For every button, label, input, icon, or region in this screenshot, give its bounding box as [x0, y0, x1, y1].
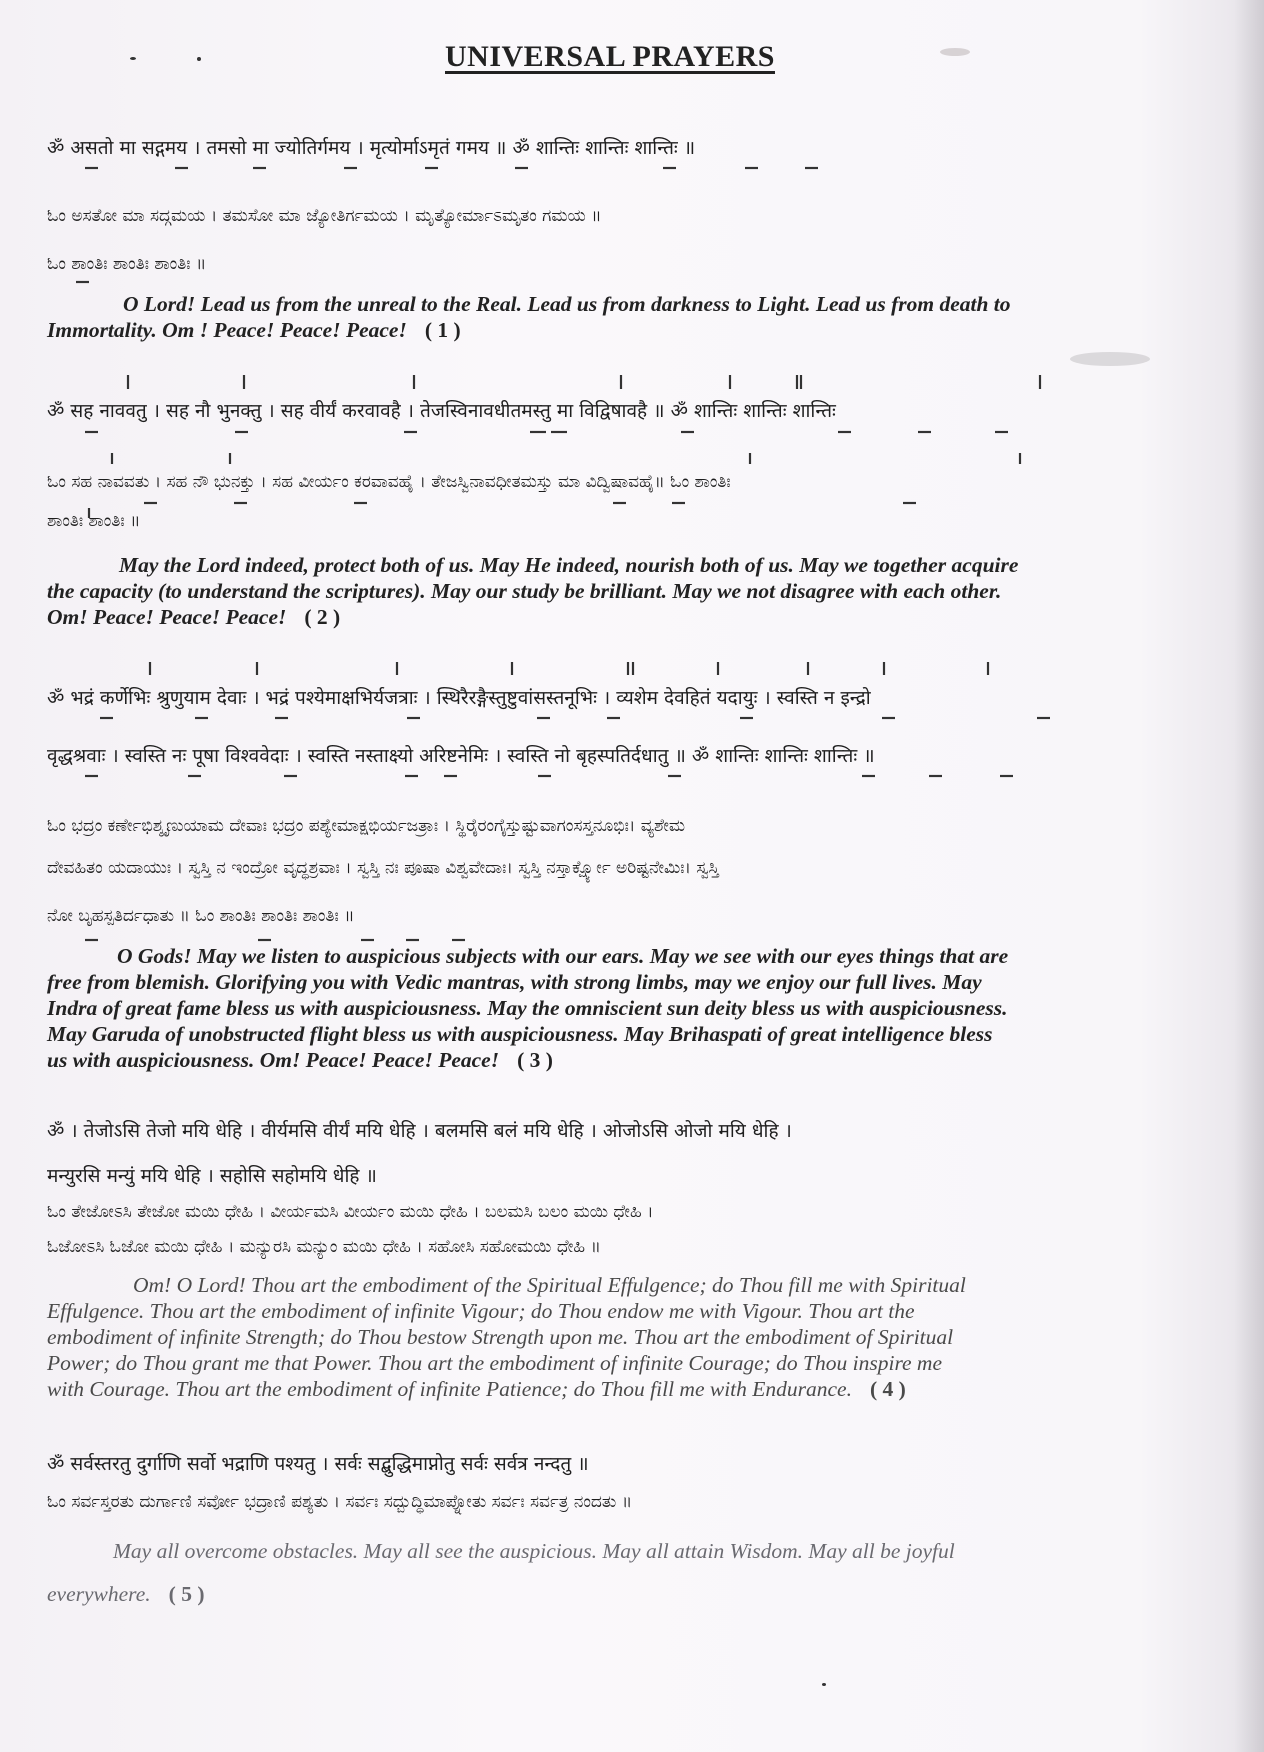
- prayer-number: ( 4 ): [869, 1377, 906, 1401]
- translation-line: us with auspiciousness. Om! Peace! Peace! Peace!: [47, 1048, 500, 1072]
- prayer-4-devanagari-line: ॐ । तेजोऽसि तेजो मयि धेहि । वीर्यमसि वीर्यं मयि धेहि । बलमसि बलं मयि धेहि । ओजोऽसि ओजो मयि धेहि ।: [47, 1120, 792, 1142]
- prayer-3-kannada-line: ದೇವಹಿತಂ ಯದಾಯುಃ । ಸ್ವಸ್ತಿ ನ ಇಂದ್ರೋ ವೃದ್ಧಶ್ರವಾಃ । ಸ್ವಸ್ತಿ ನಃ ಪೂಷಾ ವಿಶ್ವವೇದಾಃ। ಸ್ವಸ್ತಿ ನಸ್ತಾರ್ಕ್ಷ್ಯೋ ಅರಿಷ್ಟನೇಮಿಃ। ಸ್ವಸ್ತಿ: [47, 858, 719, 878]
- translation-line: Indra of great fame bless us with auspiciousness. May the omniscient sun deity bless us with auspiciousness.: [47, 996, 1008, 1020]
- prayer-2-devanagari-line: ॐ सह नाववतु । सह नौ भुनक्तु । सह वीर्यं करवावहै । तेजस्विनावधीतमस्तु मा विद्विषावहै ॥ ॐ शान्तिः शान्तिः शान्तिः: [47, 400, 836, 422]
- prayer-number: ( 3 ): [517, 1048, 553, 1072]
- scan-speck: [1070, 352, 1150, 366]
- prayer-5-translation: [47, 1530, 1169, 1616]
- translation-line: May Garuda of unobstructed flight bless us with auspiciousness. May Brihaspati of great intelligence bless: [47, 1022, 993, 1046]
- translation-line: free from blemish. Glorifying you with Vedic mantras, with strong limbs, may we enjoy our full lives. May: [47, 970, 982, 994]
- translation-line: May the Lord indeed, protect both of us. May He indeed, nourish both of us. May we together acquire: [119, 553, 1019, 577]
- translation-line: with Courage. Thou art the embodiment of infinite Patience; do Thou fill me with Endurance.: [47, 1377, 852, 1401]
- prayer-4-kannada-line: ಓಂ ತೇಜೋಽಸಿ ತೇಜೋ ಮಯಿ ಧೇಹಿ । ವೀರ್ಯಮಸಿ ವೀರ್ಯಂ ಮಯಿ ಧೇಹಿ । ಬಲಮಸಿ ಬಲಂ ಮಯಿ ಧೇಹಿ ।: [47, 1202, 654, 1222]
- prayer-1-devanagari-line: ॐ असतो मा सद्गमय । तमसो मा ज्योतिर्गमय । मृत्योर्माऽमृतं गमय ॥ ॐ शान्तिः शान्तिः शान्तिः ॥: [47, 137, 696, 159]
- translation-line: embodiment of infinite Strength; do Thou bestow Strength upon me. Thou art the embodiment of Spiritual: [47, 1325, 954, 1349]
- prayer-1-kannada-line: ಓಂ ಶಾಂತಿಃ ಶಾಂತಿಃ ಶಾಂತಿಃ ॥: [47, 254, 207, 274]
- translation-line: O Lord! Lead us from the unreal to the Real. Lead us from darkness to Light. Lead us from death to: [123, 292, 1011, 316]
- prayer-3-devanagari-line: ॐ भद्रं कर्णेभिः श्रुणुयाम देवाः । भद्रं पश्येमाक्षभिर्यजत्राः । स्थिरैरङ्गैस्तुष्टुवांसस्तनूभिः । व्यशेम देवहितं यदायुः । स्वस्ति न इन्द्रो: [47, 687, 871, 709]
- translation-line: O Gods! May we listen to auspicious subjects with our ears. May we see with our eyes things that are: [117, 944, 1009, 968]
- prayer-number: ( 2 ): [304, 605, 341, 629]
- translation-line: Power; do Thou grant me that Power. Thou art the embodiment of infinite Courage; do Thou inspire me: [47, 1351, 943, 1375]
- translation-line: Immortality. Om ! Peace! Peace! Peace!: [47, 318, 407, 342]
- page-title: UNIVERSAL PRAYERS: [445, 40, 775, 73]
- prayer-3-translation: [47, 943, 1169, 1073]
- prayer-3-kannada-line: ಓಂ ಭದ್ರಂ ಕರ್ಣೇಭಿಶ್ಶೃಣುಯಾಮ ದೇವಾಃ ಭದ್ರಂ ಪಶ್ಯೇಮಾಕ್ಷಭಿರ್ಯಜತ್ರಾಃ । ಸ್ಥಿರೈರಂಗೈಸ್ತುಷ್ಟುವಾಗಂಸಸ್ತನೂಭಿಃ। ವ್ಯಶೇಮ: [47, 816, 686, 836]
- prayer-number: ( 1 ): [424, 318, 461, 342]
- prayer-4-devanagari-line: मन्युरसि मन्युं मयि धेहि । सहोसि सहोमयि धेहि ॥: [47, 1165, 377, 1187]
- prayer-5-kannada-line: ಓಂ ಸರ್ವಸ್ತರತು ದುರ್ಗಾಣಿ ಸರ್ವೋ ಭದ್ರಾಣಿ ಪಶ್ಯತು । ಸರ್ವಃ ಸದ್ಬುದ್ಧಿಮಾಪ್ನೋತು ಸರ್ವಃ ಸರ್ವತ್ರ ನಂದತು ॥: [47, 1492, 633, 1512]
- prayer-2-kannada-line: ಶಾಂತಿಃ ಶಾಂತಿಃ ॥: [47, 511, 141, 531]
- prayer-number: ( 5 ): [168, 1582, 205, 1606]
- prayer-5-devanagari-line: ॐ सर्वस्तरतु दुर्गाणि सर्वो भद्राणि पश्यतु । सर्वः सद्बुद्धिमाप्नोतु सर्वः सर्वत्र नन्दतु ॥: [47, 1453, 589, 1475]
- translation-line: Om! O Lord! Thou art the embodiment of the Spiritual Effulgence; do Thou fill me with Spiritual: [133, 1273, 966, 1297]
- translation-line: Effulgence. Thou art the embodiment of infinite Vigour; do Thou endow me with Vigour. Thou art the: [47, 1299, 915, 1323]
- translation-line: May all overcome obstacles. May all see the auspicious. May all attain Wisdom. May all be joyful: [113, 1539, 955, 1563]
- prayer-3-devanagari-line: वृद्धश्रवाः । स्वस्ति नः पूषा विश्ववेदाः । स्वस्ति नस्ताक्ष्यो अरिष्टनेमिः । स्वस्ति नो बृहस्पतिर्दधातु ॥ ॐ शान्तिः शान्तिः शान्तिः ॥: [47, 745, 875, 767]
- prayer-1-translation: [47, 291, 1169, 343]
- page-edge-shadow: [1234, 0, 1264, 1752]
- scan-speck: [822, 1683, 826, 1686]
- translation-line: everywhere.: [47, 1582, 151, 1606]
- translation-line: Om! Peace! Peace! Peace!: [47, 605, 287, 629]
- prayer-3-kannada-line: ನೋ ಬೃಹಸ್ಪತಿರ್ದಧಾತು ॥ ಓಂ ಶಾಂತಿಃ ಶಾಂತಿಃ ಶಾಂತಿಃ ॥: [47, 906, 355, 926]
- prayer-4-translation: [47, 1272, 1169, 1402]
- prayer-2-translation: [47, 552, 1169, 630]
- prayer-1-kannada-line: ಓಂ ಅಸತೋ ಮಾ ಸದ್ಗಮಯ । ತಮಸೋ ಮಾ ಜ್ಯೋತಿರ್ಗಮಯ । ಮೃತ್ಯೋರ್ಮಾಽಮೃತಂ ಗಮಯ ॥: [47, 206, 602, 226]
- prayer-2-kannada-line: ಓಂ ಸಹ ನಾವವತು । ಸಹ ನೌ ಭುನಕ್ತು । ಸಹ ವೀರ್ಯಂ ಕರವಾವಹೈ । ತೇಜಸ್ವಿನಾವಧೀತಮಸ್ತು ಮಾ ವಿದ್ವಿಷಾವಹೈ॥ ಓಂ ಶಾಂತಿಃ: [47, 472, 731, 492]
- prayer-4-kannada-line: ಓಜೋಽಸಿ ಓಜೋ ಮಯಿ ಧೇಹಿ । ಮನ್ಯುರಸಿ ಮನ್ಯುಂ ಮಯಿ ಧೇಹಿ । ಸಹೋಸಿ ಸಹೋಮಯಿ ಧೇಹಿ ॥: [47, 1237, 601, 1257]
- translation-line: the capacity (to understand the scriptures). May our study be brilliant. May we not disagree with each other.: [47, 579, 1002, 603]
